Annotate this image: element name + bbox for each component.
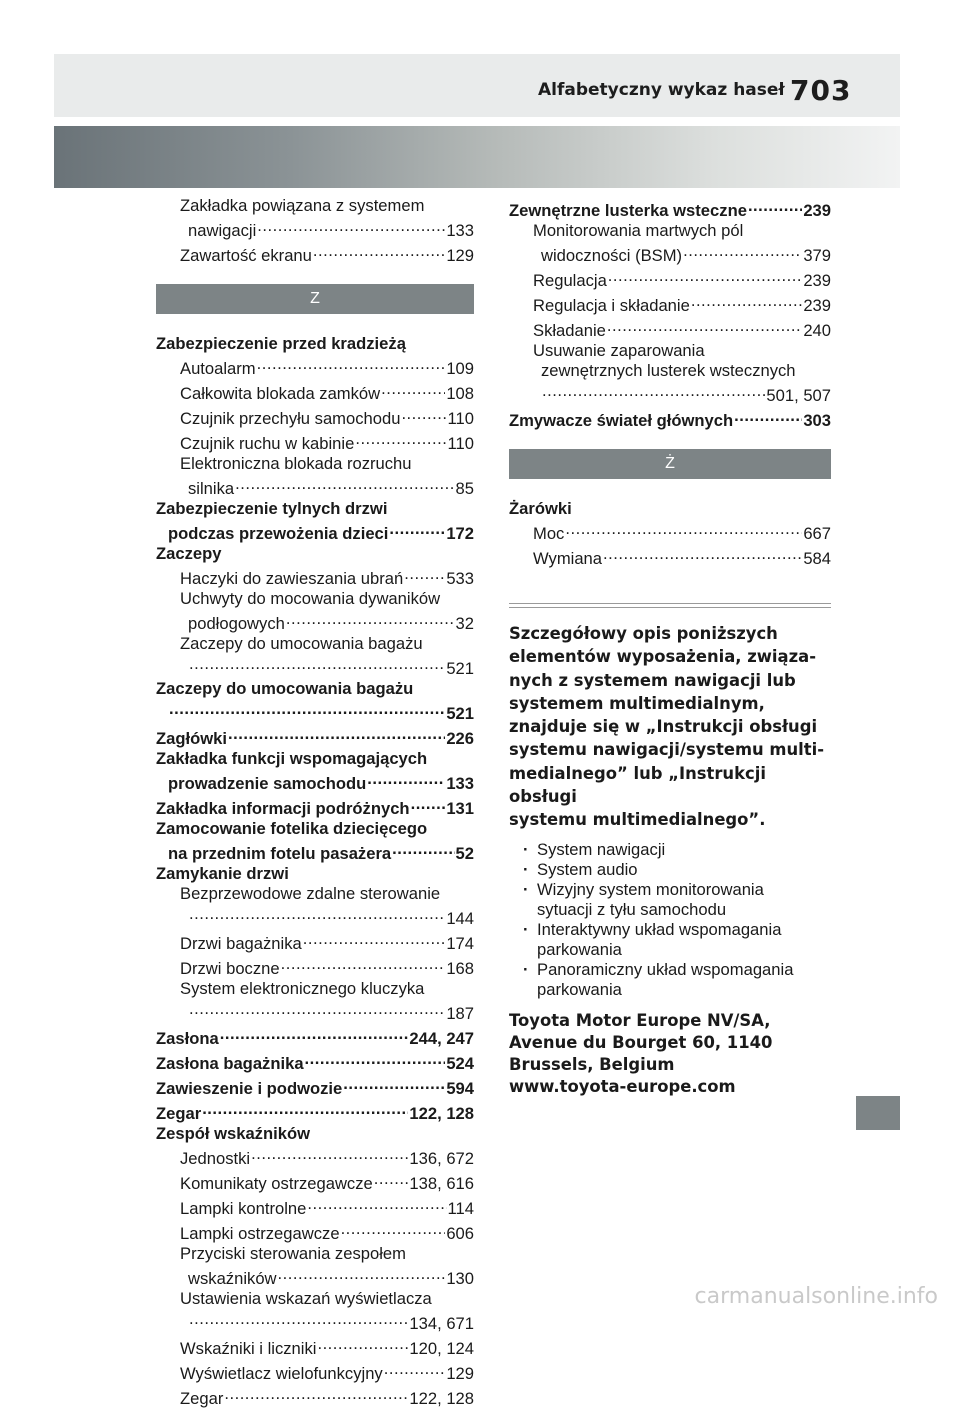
dot-leader	[355, 429, 446, 449]
note-line: nych z systemem nawigacji lub	[509, 670, 796, 690]
index-entry	[156, 609, 474, 634]
index-entry-page: 134, 671	[409, 1314, 474, 1333]
index-entry-page: 129	[446, 1364, 474, 1383]
index-entry	[156, 404, 474, 429]
dot-leader	[411, 794, 446, 814]
dot-leader	[189, 1309, 408, 1329]
index-entry-label: Moc	[533, 524, 565, 543]
dot-leader	[257, 354, 446, 374]
dot-leader	[374, 1169, 409, 1189]
dot-leader	[341, 1219, 446, 1239]
index-entry-label: Zagłówki	[156, 729, 227, 748]
bullet-line: · System nawigacji	[537, 839, 666, 859]
index-entry	[156, 884, 474, 904]
note-line: systemu multimedialnego”.	[509, 810, 766, 830]
index-entry-page: 138, 616	[409, 1174, 474, 1193]
index-entry-page: 606	[446, 1224, 474, 1243]
index-entry-page: 226	[446, 729, 474, 748]
index-entry	[509, 519, 831, 544]
index-entry-page: 533	[446, 569, 474, 588]
index-entry	[156, 864, 474, 884]
company-address	[509, 1010, 831, 1098]
bullet-line: sytuacji z tyłu samochodu	[537, 899, 727, 919]
index-entry-page: 303	[803, 411, 831, 430]
index-entry-page: 108	[446, 384, 474, 403]
dot-leader	[235, 474, 454, 494]
index-entry-page: 187	[446, 1004, 474, 1023]
index-entry-label: nawigacji	[188, 221, 257, 240]
index-entry	[509, 341, 831, 361]
bullet-line: · Interaktywny układ wspomagania	[537, 919, 782, 939]
dot-leader	[305, 1049, 446, 1069]
index-entry-page: 133	[446, 774, 474, 793]
index-entry	[156, 216, 474, 241]
index-entry-label: Uchwyty do mocowania dywaników	[180, 589, 441, 608]
index-entry	[156, 699, 474, 724]
index-entry-page: 667	[803, 524, 831, 543]
index-entry	[156, 1244, 474, 1264]
index-entry-label: Zawartość ekranu	[180, 246, 312, 265]
index-entry-label: Czujnik ruchu w kabinie	[180, 434, 355, 453]
dot-leader	[608, 266, 803, 286]
system-bullet-item	[509, 960, 831, 1000]
index-entry-label: Przyciski sterowania zespołem	[180, 1244, 406, 1263]
index-entry	[156, 499, 474, 519]
index-entry-label: zewnętrznych lusterek wstecznych	[541, 361, 796, 380]
index-entry	[509, 266, 831, 291]
dot-leader	[286, 609, 455, 629]
index-entry	[156, 654, 474, 679]
index-entry	[156, 679, 474, 699]
index-entry	[156, 769, 474, 794]
index-entry-page: 129	[446, 246, 474, 265]
company-line: Toyota Motor Europe NV/SA,	[509, 1010, 771, 1030]
bullet-line: · Panoramiczny układ wspomagania	[537, 959, 794, 979]
page-title: Alfabetyczny wykaz haseł	[538, 80, 785, 100]
index-entry	[156, 1264, 474, 1289]
index-entry-label: prowadzenie samochodu	[168, 774, 367, 793]
index-entry-page: 239	[803, 271, 831, 290]
index-entry-label: Składanie	[533, 321, 606, 340]
header-gradient-bar	[54, 126, 900, 188]
dot-leader	[401, 404, 446, 424]
note-line: medialnego” lub „Instrukcji obsługi	[509, 763, 766, 807]
index-entry-page: 122, 128	[409, 1104, 474, 1123]
dot-leader	[565, 519, 802, 539]
index-entry	[509, 544, 831, 569]
index-entry-page: 85	[455, 479, 474, 498]
index-entry	[509, 381, 831, 406]
index-entry-label: Lampki kontrolne	[180, 1199, 307, 1218]
index-entry-page: 110	[447, 409, 474, 428]
index-entry-label: Jednostki	[180, 1149, 251, 1168]
index-entry-label: Zaczepy do umocowania bagażu	[156, 679, 414, 698]
dot-leader	[313, 241, 445, 261]
index-entry-page: 239	[803, 201, 831, 220]
bullet-line: · Wizyjny system monitorowania	[537, 879, 764, 899]
dot-leader	[224, 1384, 408, 1404]
index-entry-page: 131	[446, 799, 474, 818]
index-entry	[156, 1219, 474, 1244]
index-entry-page: 133	[446, 221, 474, 240]
index-entry	[156, 979, 474, 999]
dot-leader	[307, 1194, 446, 1214]
index-entry-label: Autoalarm	[180, 359, 256, 378]
index-entry-label: Lampki ostrzegawcze	[180, 1224, 340, 1243]
dot-leader	[228, 724, 445, 744]
index-entry	[156, 1169, 474, 1194]
index-entry-page: 379	[803, 246, 831, 265]
note-line: znajduje się w „Instrukcji obsługi	[509, 717, 818, 737]
navigation-note	[509, 622, 831, 832]
dot-leader	[251, 1144, 408, 1164]
index-entry-label: Drzwi boczne	[180, 959, 280, 978]
index-entry-page: 110	[447, 434, 474, 453]
index-entry-page: 52	[455, 844, 474, 863]
dot-leader	[607, 316, 802, 336]
index-entry	[156, 954, 474, 979]
index-entry-label: silnika	[188, 479, 235, 498]
dot-leader	[392, 839, 454, 859]
index-entry	[509, 196, 831, 221]
index-entry-label: Komunikaty ostrzegawcze	[180, 1174, 373, 1193]
index-entry-label: Zaczepy do umocowania bagażu	[180, 634, 423, 653]
index-entry-label: Zabezpieczenie tylnych drzwi	[156, 499, 388, 518]
index-entry	[509, 316, 831, 341]
index-entry	[156, 1099, 474, 1124]
index-entry-page: 239	[803, 296, 831, 315]
index-entry-label: na przednim fotelu pasażera	[168, 844, 392, 863]
index-entry-label: Zabezpieczenie przed kradzieżą	[156, 334, 406, 353]
dot-leader	[281, 954, 446, 974]
index-entry-label: Czujnik przechyłu samochodu	[180, 409, 401, 428]
dot-leader	[278, 1264, 446, 1284]
index-entry-label: Zasłona	[156, 1029, 219, 1048]
index-entry-page: 172	[446, 524, 474, 543]
index-entry-page: 594	[446, 1079, 474, 1098]
bullet-line: parkowania	[537, 939, 622, 959]
index-entry	[509, 499, 831, 519]
dot-leader	[189, 654, 445, 674]
index-entry-label: Zespół wskaźników	[156, 1124, 310, 1143]
index-entry	[156, 474, 474, 499]
index-entry	[156, 354, 474, 379]
dot-leader	[691, 291, 802, 311]
index-entry	[156, 794, 474, 819]
dot-leader	[220, 1024, 409, 1044]
section-letter-z: Z	[156, 284, 474, 314]
index-entry	[156, 1359, 474, 1384]
index-entry	[156, 1334, 474, 1359]
index-entry-label: Zamykanie drzwi	[156, 864, 289, 883]
company-line: www.toyota-europe.com	[509, 1076, 736, 1096]
index-entry-page: 120, 124	[409, 1339, 474, 1358]
index-entry-label: Bezprzewodowe zdalne sterowanie	[180, 884, 441, 903]
dot-leader	[189, 999, 445, 1019]
index-entry-page: 174	[446, 934, 474, 953]
index-entry	[156, 819, 474, 839]
dot-leader	[381, 379, 445, 399]
dot-leader	[169, 699, 445, 719]
index-column-right	[509, 196, 831, 1098]
index-entry-label: Zasłona bagażnika	[156, 1054, 304, 1073]
index-entry-label: Zmywacze świateł głównych	[509, 411, 734, 430]
index-entry-label: Zamocowanie fotelika dziecięcego	[156, 819, 428, 838]
dot-leader	[389, 519, 445, 539]
index-entry	[156, 589, 474, 609]
company-line: Brussels, Belgium	[509, 1054, 675, 1074]
index-entry-page: 109	[446, 359, 474, 378]
index-entry-label: Zawieszenie i podwozie	[156, 1079, 343, 1098]
index-entry	[156, 929, 474, 954]
index-entry-label: Zaczepy	[156, 544, 222, 563]
index-entry-label: Wyświetlacz wielofunkcyjny	[180, 1364, 383, 1383]
note-line: elementów wyposażenia, związa-	[509, 647, 816, 667]
dot-leader	[317, 1334, 408, 1354]
index-entry-label: Elektroniczna blokada rozruchu	[180, 454, 412, 473]
dot-leader	[189, 904, 445, 924]
index-entry-label: wskaźników	[188, 1269, 277, 1288]
index-entry-label: Ustawienia wskazań wyświetlacza	[180, 1289, 432, 1308]
dot-leader	[367, 769, 445, 789]
section-tab-marker	[856, 1096, 900, 1130]
index-entry-page: 244, 247	[409, 1029, 474, 1048]
index-column-left	[156, 196, 474, 1409]
dot-leader	[683, 241, 802, 261]
index-entry-page: 524	[446, 1054, 474, 1073]
index-entry	[509, 361, 831, 381]
dot-leader	[748, 196, 802, 216]
index-entry	[156, 334, 474, 354]
index-entry-label: Zakładka informacji podróżnych	[156, 799, 410, 818]
page-number: 703	[790, 74, 852, 107]
index-entry	[156, 1384, 474, 1409]
index-entry-page: 501, 507	[766, 386, 831, 405]
index-entry	[156, 1144, 474, 1169]
index-entry-label: Zegar	[156, 1104, 202, 1123]
watermark: carmanualsonline.info	[694, 1284, 938, 1309]
dot-leader	[603, 544, 802, 564]
index-entry-page: 32	[455, 614, 474, 633]
index-entry	[156, 1289, 474, 1309]
dot-leader	[542, 381, 765, 401]
index-entry	[156, 1049, 474, 1074]
dot-leader	[343, 1074, 445, 1094]
dot-leader	[734, 406, 802, 426]
system-bullet-item	[509, 840, 831, 860]
index-entry-page: 136, 672	[409, 1149, 474, 1168]
index-entry-page: 240	[803, 321, 831, 340]
index-entry-label: Wymiana	[533, 549, 603, 568]
system-bullet-item	[509, 860, 831, 880]
index-entry-page: 114	[447, 1199, 474, 1218]
index-entry	[156, 749, 474, 769]
index-entry-page: 122, 128	[409, 1389, 474, 1408]
index-entry-label: Zakładka powiązana z systemem	[180, 196, 425, 215]
company-line: Avenue du Bourget 60, 1140	[509, 1032, 773, 1052]
index-entry	[156, 454, 474, 474]
section-letter-z-dot: Ż	[509, 449, 831, 479]
index-entry	[509, 221, 831, 241]
index-entry	[156, 544, 474, 564]
index-entry	[509, 406, 831, 431]
dot-leader	[404, 564, 445, 584]
note-line: systemem multimedialnym,	[509, 693, 765, 713]
index-entry	[156, 1124, 474, 1144]
index-entry-label: podczas przewożenia dzieci	[168, 524, 389, 543]
index-entry-page: 584	[803, 549, 831, 568]
index-entry	[156, 564, 474, 589]
index-entry-label: System elektronicznego kluczyka	[180, 979, 425, 998]
index-entry	[156, 241, 474, 266]
index-entry	[156, 839, 474, 864]
index-entry-label: Regulacja i składanie	[533, 296, 690, 315]
index-entry-label: Zakładka funkcji wspomagających	[156, 749, 428, 768]
index-entry-label: Żarówki	[509, 499, 572, 518]
index-entry	[156, 904, 474, 929]
index-entry-page: 144	[446, 909, 474, 928]
index-entry-label: Zewnętrzne lusterka wsteczne	[509, 201, 747, 220]
system-bullet-list	[509, 840, 831, 1000]
system-bullet-item	[509, 880, 831, 920]
index-entry	[156, 429, 474, 454]
index-entry-page: 521	[446, 704, 474, 723]
index-entry-page: 130	[446, 1269, 474, 1288]
index-entry	[156, 1194, 474, 1219]
index-entry	[156, 196, 474, 216]
index-entry-label: Monitorowania martwych pól	[533, 221, 744, 240]
index-entry-page: 168	[446, 959, 474, 978]
index-entry	[156, 379, 474, 404]
note-line: systemu nawigacji/systemu multi-	[509, 740, 825, 760]
index-entry	[156, 724, 474, 749]
index-entry-label: Haczyki do zawieszania ubrań	[180, 569, 404, 588]
index-entry-page: 521	[446, 659, 474, 678]
system-bullet-item	[509, 920, 831, 960]
note-line: Szczegółowy opis poniższych	[509, 624, 778, 643]
bullet-line: parkowania	[537, 979, 622, 999]
index-entry	[156, 999, 474, 1024]
index-entry	[156, 1024, 474, 1049]
index-entry-label: widoczności (BSM)	[541, 246, 683, 265]
index-entry	[509, 291, 831, 316]
index-entry-list	[156, 334, 474, 1409]
index-entry	[509, 241, 831, 266]
bullet-line: · System audio	[537, 859, 638, 879]
divider	[509, 603, 831, 608]
dot-leader	[384, 1359, 446, 1379]
index-entry-list	[509, 196, 831, 431]
index-entry	[156, 1074, 474, 1099]
dot-leader	[202, 1099, 408, 1119]
index-entry-label: Zegar	[180, 1389, 224, 1408]
index-entry-label: Regulacja	[533, 271, 607, 290]
index-entry	[156, 634, 474, 654]
index-intro-list	[156, 196, 474, 266]
index-entry	[156, 519, 474, 544]
index-entry-label: Całkowita blokada zamków	[180, 384, 381, 403]
index-entry-label: podłogowych	[188, 614, 285, 633]
index-entry-label: Usuwanie zaparowania	[533, 341, 705, 360]
index-entry-list	[509, 499, 831, 569]
dot-leader	[303, 929, 446, 949]
dot-leader	[257, 216, 445, 236]
index-entry-label: Wskaźniki i liczniki	[180, 1339, 317, 1358]
index-entry-label: Drzwi bagażnika	[180, 934, 302, 953]
